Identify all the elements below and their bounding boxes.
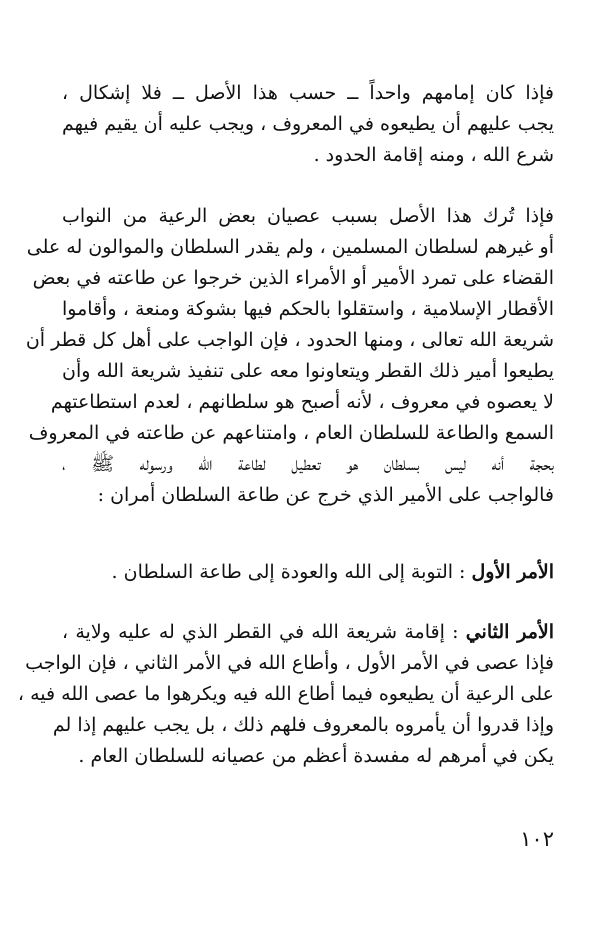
- text-line: على الرعية أن يطيعوه فيما أطاع الله فيه ويكرهوا ما عصى الله فيه ،: [17, 683, 554, 705]
- text-line: وإذا قدروا أن يأمروه بالمعروف فلهم ذلك ، بل يجب عليهم إذا لم: [52, 714, 554, 736]
- text-line: فالواجب على الأمير الذي خرج عن طاعة السلطان أمران :: [97, 484, 554, 506]
- second-matter-label: الأمر الثاني: [465, 621, 554, 643]
- text-line: القضاء على تمرد الأمير أو الأمراء الذين خرجوا عن طاعته في بعض: [32, 267, 554, 289]
- page-number: ١٠٢: [520, 827, 554, 851]
- paragraph-3-first-matter: [62, 557, 554, 588]
- text-line: [62, 557, 554, 588]
- first-matter-text: : التوبة إلى الله والعودة إلى طاعة السلطان .: [111, 561, 472, 583]
- text-line: يكن في أمرهم له مفسدة أعظم من عصيانه للسلطان العام .: [78, 745, 554, 767]
- text-line: يجب عليهم أن يطيعوه في المعروف ، ويجب عليه أن يقيم فيهم: [62, 113, 554, 135]
- text-line: أو غيرهم لسلطان المسلمين ، ولم يقدر السلطان والموالون له على: [26, 236, 554, 258]
- text-line: شرع الله ، ومنه إقامة الحدود .: [313, 144, 554, 166]
- text-line: فإذا تُرك هذا الأصل بسبب عصيان بعض الرعية من النواب: [62, 205, 554, 227]
- first-matter-label: الأمر الأول: [471, 561, 554, 583]
- paragraph-2: [25, 201, 554, 511]
- text-line: الأقطار الإسلامية ، واستقلوا بالحكم فيها بشوكة ومنعة ، وأقاموا: [62, 298, 554, 320]
- text-line: [62, 617, 554, 648]
- text-line: لا يعصوه في معروف ، لأنه أصبح هو سلطانهم ، لعدم استطاعتهم: [50, 391, 554, 413]
- text-line: يطيعوا أمير ذلك القطر ويتعاونوا معه على تنفيذ شريعة الله وأن: [62, 360, 554, 382]
- second-matter-text: : إقامة شريعة الله في القطر الذي له عليه ولاية ،: [62, 621, 466, 643]
- text-line: بحجة أنه ليس بسلطان هو تعطيل لطاعة الله ورسوله ﷺ ،: [62, 453, 554, 475]
- text-line: فإذا كان إمامهم واحداً ــ حسب هذا الأصل ــ فلا إشكال ،: [62, 82, 554, 104]
- paragraph-4-second-matter: [17, 617, 554, 772]
- text-line: السمع والطاعة للسلطان العام ، وامتناعهم عن طاعته في المعروف: [28, 422, 554, 444]
- text-line: شريعة الله تعالى ، ومنها الحدود ، فإن الواجب على أهل كل قطر أن: [25, 329, 554, 351]
- paragraph-1: [62, 78, 554, 171]
- text-line: فإذا عصى في الأمر الأول ، وأطاع الله في الأمر الثاني ، فإن الواجب: [25, 652, 554, 674]
